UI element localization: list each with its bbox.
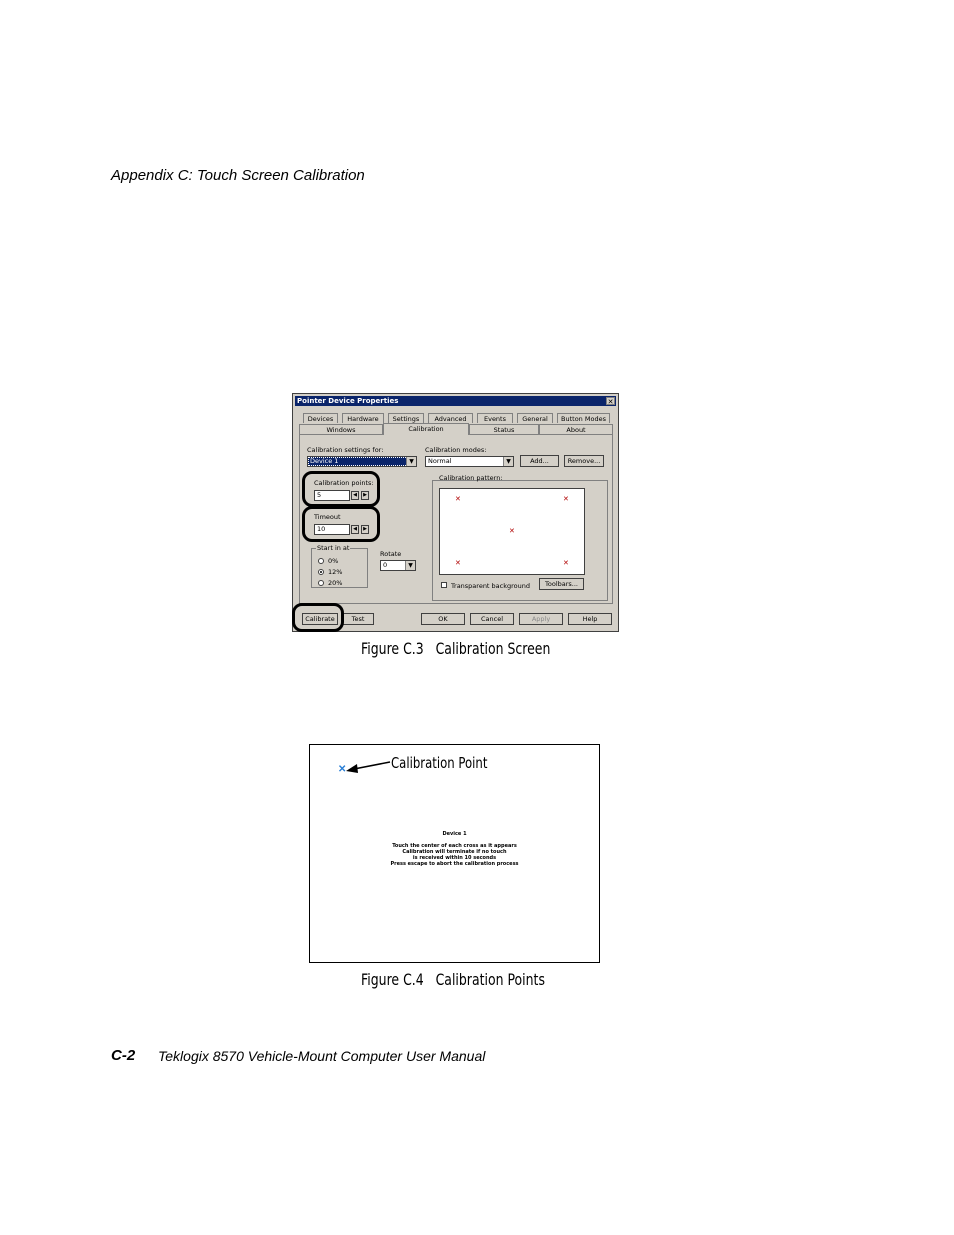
instruction-line: is received within 10 seconds <box>412 855 497 861</box>
instruction-line: Press escape to abort the calibration process <box>390 861 519 867</box>
calibration-modes-label: Calibration modes: <box>425 446 487 454</box>
tab-button-modes[interactable]: Button Modes <box>557 413 610 423</box>
radio-12-percent[interactable] <box>318 569 324 575</box>
start-in-at-group <box>311 544 368 588</box>
calibrate-button[interactable]: Calibrate <box>302 613 338 625</box>
radio-0-percent-label: 0% <box>328 557 339 565</box>
running-header: Appendix C: Touch Screen Calibration <box>111 167 365 184</box>
calibration-points-screen <box>309 744 600 963</box>
timeout-label: Timeout <box>314 513 341 521</box>
tab-settings[interactable]: Settings <box>388 413 424 423</box>
chevron-down-icon[interactable]: ▼ <box>405 561 415 570</box>
transparent-background-label: Transparent background <box>451 582 530 590</box>
tab-devices[interactable]: Devices <box>303 413 338 423</box>
calibration-point-cross-icon: ✕ <box>338 764 347 775</box>
pattern-cross-icon: ✕ <box>509 527 515 535</box>
instruction-line: Calibration will terminate if no touch <box>402 849 507 855</box>
calibration-points-input[interactable]: 5 <box>314 490 350 501</box>
chevron-down-icon[interactable]: ▼ <box>406 457 416 466</box>
calibration-points-highlight <box>302 471 380 507</box>
calibration-points-label: Calibration points: <box>314 479 374 487</box>
toolbars-button[interactable]: Toolbars... <box>539 578 584 590</box>
apply-button[interactable]: Apply <box>519 613 563 625</box>
spin-right-icon[interactable]: ▶ <box>361 525 369 534</box>
rotate-label: Rotate <box>380 550 402 558</box>
figure-c4-caption: Figure C.4 Calibration Points <box>361 970 545 989</box>
start-in-at-label: Start in at <box>317 544 350 552</box>
manual-title: Teklogix 8570 Vehicle-Mount Computer User Manual <box>158 1048 486 1064</box>
calibration-settings-select[interactable] <box>307 456 417 467</box>
transparent-background-checkbox[interactable] <box>441 582 447 588</box>
calibration-settings-label: Calibration settings for: <box>307 446 384 454</box>
calibration-pattern-label: Calibration pattern: <box>439 474 503 482</box>
help-button[interactable]: Help <box>568 613 612 625</box>
timeout-input[interactable]: 10 <box>314 524 350 535</box>
tab-status[interactable]: Status <box>469 424 539 434</box>
timeout-highlight <box>302 506 380 542</box>
remove-button[interactable]: Remove... <box>564 455 604 467</box>
rotate-value: 0 <box>383 561 388 569</box>
calibration-pattern-preview <box>439 488 585 575</box>
tab-events[interactable]: Events <box>477 413 513 423</box>
pattern-cross-icon: ✕ <box>563 559 569 567</box>
radio-12-percent-label: 12% <box>328 568 343 576</box>
pattern-cross-icon: ✕ <box>455 559 461 567</box>
rotate-select[interactable] <box>380 560 416 571</box>
cancel-button[interactable]: Cancel <box>470 613 514 625</box>
tab-calibration[interactable]: Calibration <box>383 423 469 435</box>
figure-c3-caption: Figure C.3 Calibration Screen <box>361 639 551 658</box>
calibration-settings-value: Device 1 <box>310 457 339 465</box>
test-button[interactable]: Test <box>342 613 374 625</box>
pattern-cross-icon: ✕ <box>563 495 569 503</box>
instruction-line: Touch the center of each cross as it appears <box>392 843 517 849</box>
ok-button[interactable]: OK <box>421 613 465 625</box>
device-title: Device 1 <box>442 831 467 837</box>
calibration-point-callout: Calibration Point <box>391 754 488 772</box>
calibration-modes-value: Normal <box>428 457 452 465</box>
calibrate-button-highlight <box>292 603 344 632</box>
radio-20-percent-label: 20% <box>328 579 343 587</box>
tab-advanced[interactable]: Advanced <box>428 413 473 423</box>
radio-0-percent[interactable] <box>318 558 324 564</box>
spin-left-icon[interactable]: ◀ <box>351 525 359 534</box>
tab-about[interactable]: About <box>539 424 613 434</box>
tab-general[interactable]: General <box>517 413 553 423</box>
close-icon[interactable]: ✕ <box>607 398 614 406</box>
dialog-title: Pointer Device Properties <box>297 397 399 405</box>
chevron-down-icon[interactable]: ▼ <box>503 457 513 466</box>
add-button[interactable]: Add... <box>520 455 559 467</box>
dialog-titlebar <box>295 396 616 406</box>
calibration-modes-select[interactable] <box>425 456 514 467</box>
page-number: C-2 <box>111 1047 136 1064</box>
tab-windows[interactable]: Windows <box>299 424 383 434</box>
pattern-cross-icon: ✕ <box>455 495 461 503</box>
tab-hardware[interactable]: Hardware <box>342 413 384 423</box>
spin-right-icon[interactable]: ▶ <box>361 491 369 500</box>
spin-left-icon[interactable]: ◀ <box>351 491 359 500</box>
radio-20-percent[interactable] <box>318 580 324 586</box>
